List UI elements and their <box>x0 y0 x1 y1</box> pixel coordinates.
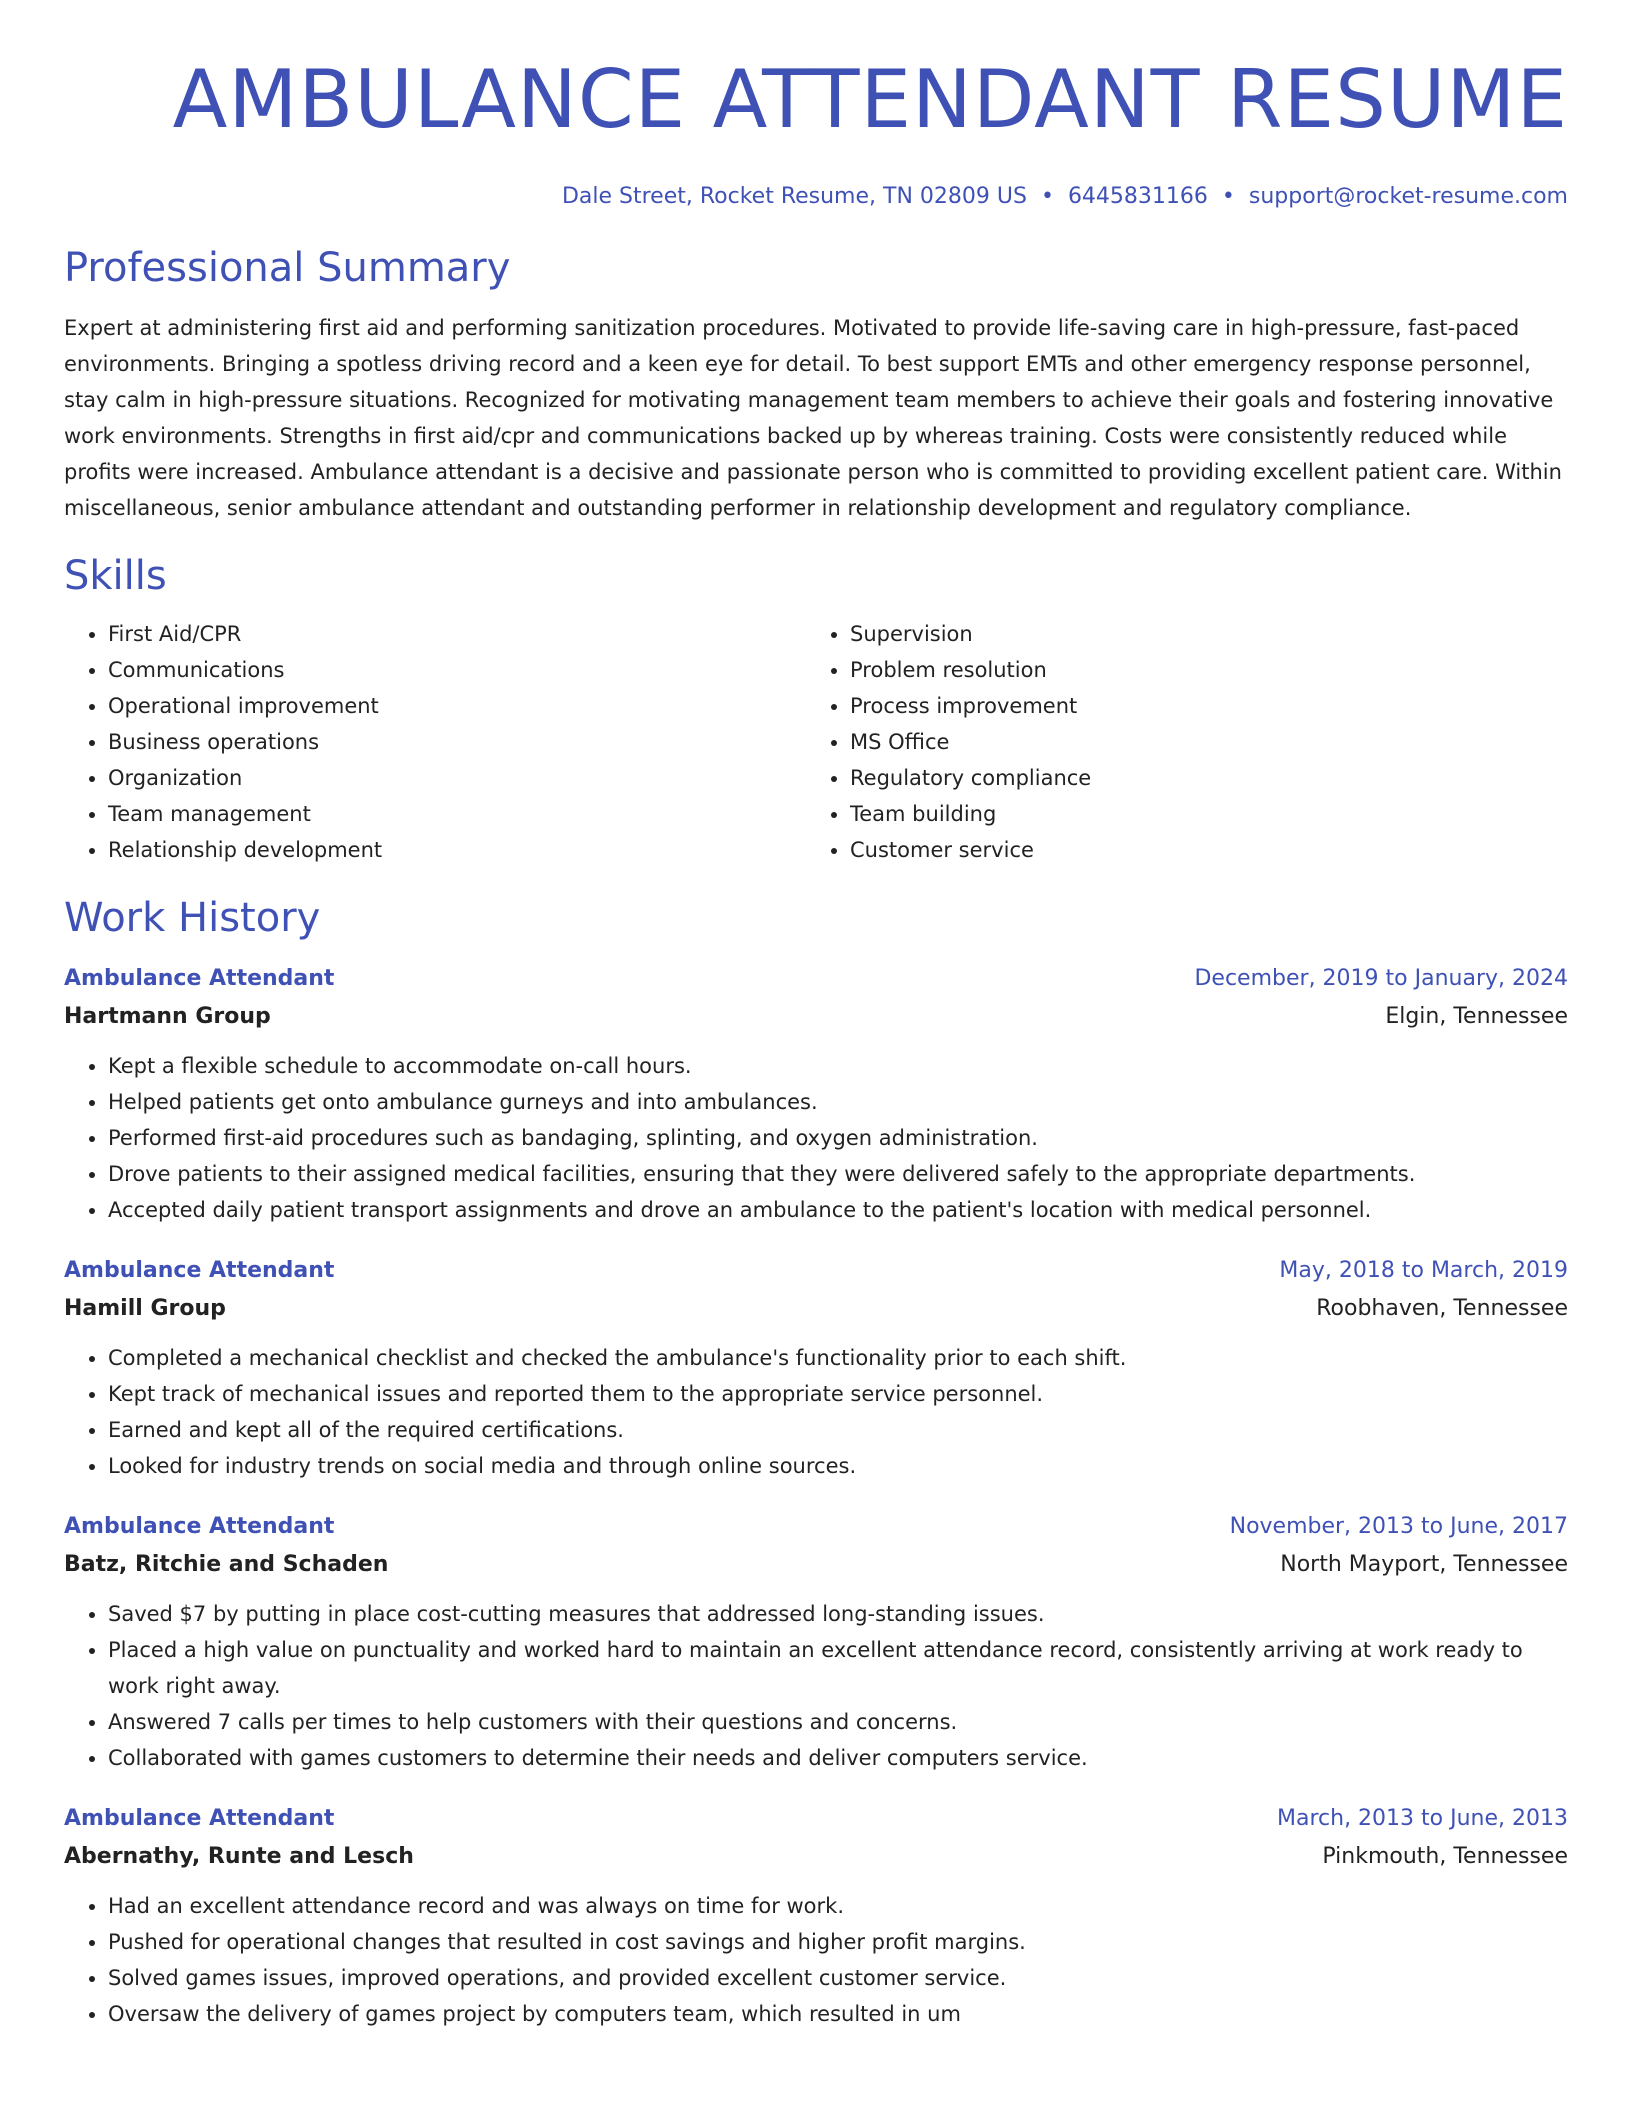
job-company: Hartmann Group <box>64 1004 271 1029</box>
job-location: Pinkmouth, Tennessee <box>1322 1844 1568 1869</box>
job-bullet: • Placed a high value on punctuality and worked hard to maintain an excellent attendance record, consistently arriving at work ready to work right away. <box>108 1632 1568 1704</box>
job-bullet: • Performed first-aid procedures such as bandaging, splinting, and oxygen administration. <box>108 1120 1568 1156</box>
skill-item: • Communications <box>108 652 806 688</box>
job-bullet: • Saved $7 by putting in place cost-cutting measures that addressed long-standing issues. <box>108 1596 1568 1632</box>
skills-list-left <box>64 616 806 868</box>
job-location: North Mayport, Tennessee <box>1280 1552 1568 1577</box>
skill-item: • Business operations <box>108 724 806 760</box>
job-company: Abernathy, Runte and Lesch <box>64 1844 414 1869</box>
job-bullet: • Oversaw the delivery of games project by computers team, which resulted in um <box>108 1996 1568 2032</box>
skill-item: • Team management <box>108 796 806 832</box>
skills-list-right <box>806 616 1548 868</box>
skills-section <box>64 550 1568 868</box>
contact-separator: • <box>1221 184 1235 209</box>
contact-separator: • <box>1040 184 1054 209</box>
skills-heading: Skills <box>64 553 167 599</box>
job-entry <box>64 1252 1568 1484</box>
contact-line <box>64 182 1568 212</box>
job-bullets <box>64 1340 1568 1484</box>
job-company-row <box>64 1838 1568 1876</box>
job-bullet: • Had an excellent attendance record and was always on time for work. <box>108 1888 1568 1924</box>
job-company-row <box>64 1546 1568 1584</box>
work-history-section <box>64 892 1568 2032</box>
skill-item: • Team building <box>850 796 1548 832</box>
skill-item: • Supervision <box>850 616 1548 652</box>
job-title-row <box>64 1508 1568 1546</box>
job-title-row <box>64 960 1568 998</box>
job-bullets <box>64 1048 1568 1228</box>
job-company: Batz, Ritchie and Schaden <box>64 1552 389 1577</box>
job-bullet: • Pushed for operational changes that resulted in cost savings and higher profit margins. <box>108 1924 1568 1960</box>
skill-item: • Customer service <box>850 832 1548 868</box>
work-history-heading: Work History <box>64 895 321 941</box>
skill-item: • Problem resolution <box>850 652 1548 688</box>
job-company-row <box>64 998 1568 1036</box>
skill-item: • Organization <box>108 760 806 796</box>
job-bullet: • Accepted daily patient transport assignments and drove an ambulance to the patient's location with medical personnel. <box>108 1192 1568 1228</box>
job-title-row <box>64 1800 1568 1838</box>
job-title: Ambulance Attendant <box>64 1514 335 1539</box>
skill-item: • Process improvement <box>850 688 1548 724</box>
job-dates: March, 2013 to June, 2013 <box>1277 1806 1568 1831</box>
job-bullet: • Kept track of mechanical issues and reported them to the appropriate service personnel. <box>108 1376 1568 1412</box>
job-bullet: • Earned and kept all of the required certifications. <box>108 1412 1568 1448</box>
job-title: Ambulance Attendant <box>64 1258 335 1283</box>
contact-email: support@rocket-resume.com <box>1248 184 1568 209</box>
skills-grid <box>64 616 1568 868</box>
contact-phone: 6445831166 <box>1067 184 1208 209</box>
skill-item: • MS Office <box>850 724 1548 760</box>
summary-heading: Professional Summary <box>64 245 511 291</box>
skill-item: • Relationship development <box>108 832 806 868</box>
job-dates: December, 2019 to January, 2024 <box>1194 966 1568 991</box>
job-bullet: • Collaborated with games customers to determine their needs and deliver computers service. <box>108 1740 1568 1776</box>
job-entry <box>64 960 1568 1228</box>
contact-address: Dale Street, Rocket Resume, TN 02809 US <box>561 184 1027 209</box>
skill-item: • First Aid/CPR <box>108 616 806 652</box>
job-bullet: • Helped patients get onto ambulance gurneys and into ambulances. <box>108 1084 1568 1120</box>
job-bullet: • Completed a mechanical checklist and checked the ambulance's functionality prior to each shift. <box>108 1340 1568 1376</box>
job-company-row <box>64 1290 1568 1328</box>
skill-item: • Operational improvement <box>108 688 806 724</box>
skill-item: • Regulatory compliance <box>850 760 1548 796</box>
job-entry <box>64 1508 1568 1776</box>
job-title: Ambulance Attendant <box>64 1806 335 1831</box>
job-bullet: • Looked for industry trends on social media and through online sources. <box>108 1448 1568 1484</box>
summary-text: Expert at administering first aid and performing sanitization procedures. Motivated to provide life-saving care in high-pressure, fast-paced environments. Bringing a spotless driving record and a keen eye for detail. To best support EMTs and other emergency response personnel, stay calm in high-pressure situations. Recognized for motivating management team members to achieve their goals and fostering innovative work environments. Strengths in first aid/cpr and communications backed up by whereas training. Costs were consistently reduced while profits were increased. Ambulance attendant is a decisive and passionate person who is committed to providing excellent patient care. Within miscellaneous, senior ambulance attendant and outstanding performer in relationship development and regulatory compliance. <box>64 316 1562 520</box>
job-bullets <box>64 1596 1568 1776</box>
resume-header <box>64 0 1568 212</box>
job-bullet: • Kept a flexible schedule to accommodate on-call hours. <box>108 1048 1568 1084</box>
job-dates: November, 2013 to June, 2017 <box>1229 1514 1568 1539</box>
job-entry <box>64 1800 1568 2032</box>
job-bullet: • Answered 7 calls per times to help customers with their questions and concerns. <box>108 1704 1568 1740</box>
page-title: AMBULANCE ATTENDANT RESUME <box>172 53 1568 146</box>
job-bullet: • Drove patients to their assigned medical facilities, ensuring that they were delivered safely to the appropriate departments. <box>108 1156 1568 1192</box>
job-title: Ambulance Attendant <box>64 966 335 991</box>
job-bullets <box>64 1888 1568 2032</box>
job-dates: May, 2018 to March, 2019 <box>1279 1258 1568 1283</box>
job-location: Elgin, Tennessee <box>1385 1004 1568 1029</box>
job-location: Roobhaven, Tennessee <box>1316 1296 1568 1321</box>
job-bullet: • Solved games issues, improved operations, and provided excellent customer service. <box>108 1960 1568 1996</box>
job-title-row <box>64 1252 1568 1290</box>
summary-section <box>64 242 1568 526</box>
job-company: Hamill Group <box>64 1296 226 1321</box>
